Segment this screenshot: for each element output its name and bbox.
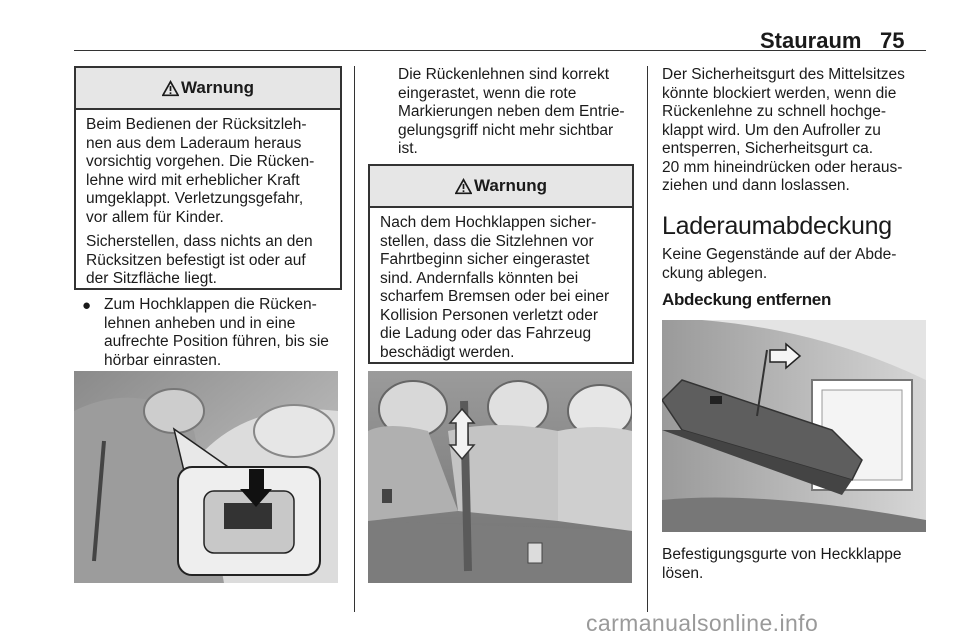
- bullet-marker: ●: [82, 297, 92, 314]
- figure-caption: Befestigungsgurte von Heckklappe lösen.: [662, 546, 902, 582]
- watermark: carmanualsonline.info: [586, 610, 819, 636]
- bullet-text: Zum Hochklappen die Rücken- lehnen anheben und in eine aufrechte Position führen, bis sie hörbar einrasten.: [104, 296, 329, 369]
- column-divider-right: [647, 66, 648, 612]
- warning-box-left: [74, 66, 342, 290]
- warning-heading: Warnung: [473, 176, 548, 195]
- warning-header: [370, 166, 632, 208]
- warning-body: [370, 208, 632, 362]
- header-rule: [74, 50, 926, 51]
- page-number: 75: [880, 28, 905, 53]
- middle-intro-text: Die Rückenlehnen sind korrekt eingerastet, wenn die rote Markierungen neben dem Entrie- gelungsgriff nicht mehr sichtbar ist.: [398, 66, 625, 157]
- warning-paragraph: Sicherstellen, dass nichts an den Rücksitzen befestigt ist oder auf der Sitzfläche liegt.: [86, 233, 313, 287]
- section-intro-text: Keine Gegenstände auf der Abde- ckung ablegen.: [662, 246, 897, 282]
- page-header-title: Stauraum: [760, 28, 862, 53]
- warning-header: [76, 68, 340, 110]
- figure-rear-seats: [368, 371, 632, 583]
- warning-paragraph: Nach dem Hochklappen sicher- stellen, dass die Sitzlehnen vor Fahrtbeginn sicher eingerastet sind. Andernfalls könnten bei scharfem Bremsen oder bei einer Kollision Personen verletzt oder die Ladung oder das Fahrzeug beschädigt werden.: [380, 214, 610, 361]
- warning-box-middle: [368, 164, 634, 364]
- section-title: Laderaumabdeckung: [662, 212, 892, 240]
- column-divider-left: [354, 66, 355, 612]
- warning-body: [76, 110, 340, 289]
- warning-paragraph: Beim Bedienen der Rücksitzleh- nen aus dem Laderaum heraus vorsichtig vorgehen. Die Rücken- lehne wird mit erheblicher Kraft umgeklappt. Verletzungsgefahr, vor allem für Kinder.: [86, 116, 315, 226]
- warning-heading: Warnung: [180, 78, 255, 97]
- figure-seat-release: [74, 371, 338, 583]
- right-intro-text: Der Sicherheitsgurt des Mittelsitzes könnte blockiert werden, wenn die Rückenlehne zu schnell hochge- klappt wird. Um den Aufroller zu entsperren, Sicherheitsgurt ca. 20 mm hineindrücken oder heraus- ziehen und dann loslassen.: [662, 66, 905, 194]
- subsection-title: Abdeckung entfernen: [662, 290, 832, 309]
- figure-cover-removal: [662, 320, 926, 532]
- warning-triangle-icon: [162, 80, 179, 97]
- warning-triangle-icon: [455, 178, 472, 195]
